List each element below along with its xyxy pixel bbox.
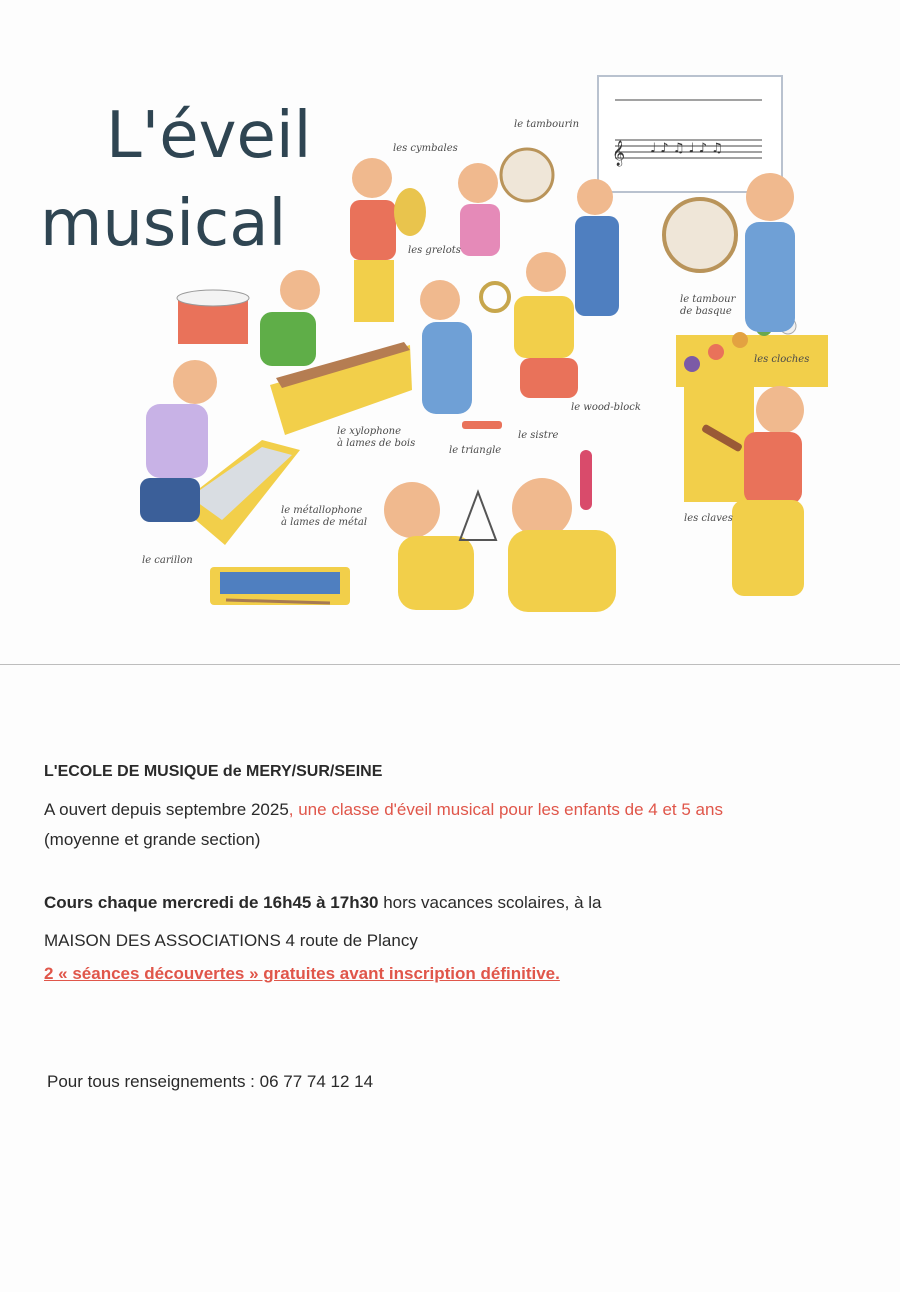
discovery-sessions: 2 « séances découvertes » gratuites avant inscription définitive. <box>44 964 560 983</box>
child-wood-block <box>514 252 578 398</box>
intro-plain: A ouvert depuis septembre 2025 <box>44 800 289 819</box>
courses-schedule <box>44 893 602 913</box>
school-name: L'ECOLE DE MUSIQUE de MERY/SUR/SEINE <box>44 763 383 780</box>
label-claves: les claves <box>684 513 733 524</box>
intro-paren: (moyenne et grande section) <box>44 830 261 849</box>
child-triangle <box>384 482 496 610</box>
label-metallophone: le métallophone à lames de métal <box>281 505 368 528</box>
label-wood-block: le wood-block <box>571 402 641 413</box>
label-tambourin: le tambourin <box>514 119 580 130</box>
label-triangle: le triangle <box>449 445 502 456</box>
intro-paragraph <box>44 795 723 855</box>
label-xylophone: le xylophone à lames de bois <box>337 426 416 449</box>
child-xylophone <box>260 270 320 366</box>
drum <box>177 290 249 344</box>
label-cymbales: les cymbales <box>393 143 458 154</box>
title-line-2: musical <box>40 187 287 261</box>
child-singing <box>575 179 619 316</box>
address: MAISON DES ASSOCIATIONS 4 route de Plancy <box>44 931 418 950</box>
child-grelots <box>420 280 509 414</box>
intro-highlight: , une classe d'éveil musical pour les enfants de 4 et 5 ans <box>288 800 723 819</box>
child-tambourin <box>458 149 553 256</box>
label-tambour-basque: le tambour de basque <box>680 294 736 317</box>
label-carillon: le carillon <box>142 555 193 566</box>
label-grelots: les grelots <box>408 245 461 256</box>
music-board <box>598 76 782 192</box>
section-divider <box>0 664 900 665</box>
child-sistre <box>508 450 616 612</box>
label-cloches: les cloches <box>754 354 810 365</box>
title-line-1: L'éveil <box>106 99 312 173</box>
courses-bold: Cours chaque mercredi de 16h45 à 17h30 <box>44 893 379 912</box>
courses-rest: hors vacances scolaires, à la <box>378 893 602 912</box>
label-sistre: le sistre <box>518 430 559 441</box>
child-cymbals <box>350 158 426 322</box>
svg-text:𝄞: 𝄞 <box>612 141 626 166</box>
contact-info: Pour tous renseignements : 06 77 74 12 14 <box>47 1072 374 1091</box>
svg-text:♩ ♪ ♫ ♩ ♪ ♫: ♩ ♪ ♫ ♩ ♪ ♫ <box>650 141 723 156</box>
